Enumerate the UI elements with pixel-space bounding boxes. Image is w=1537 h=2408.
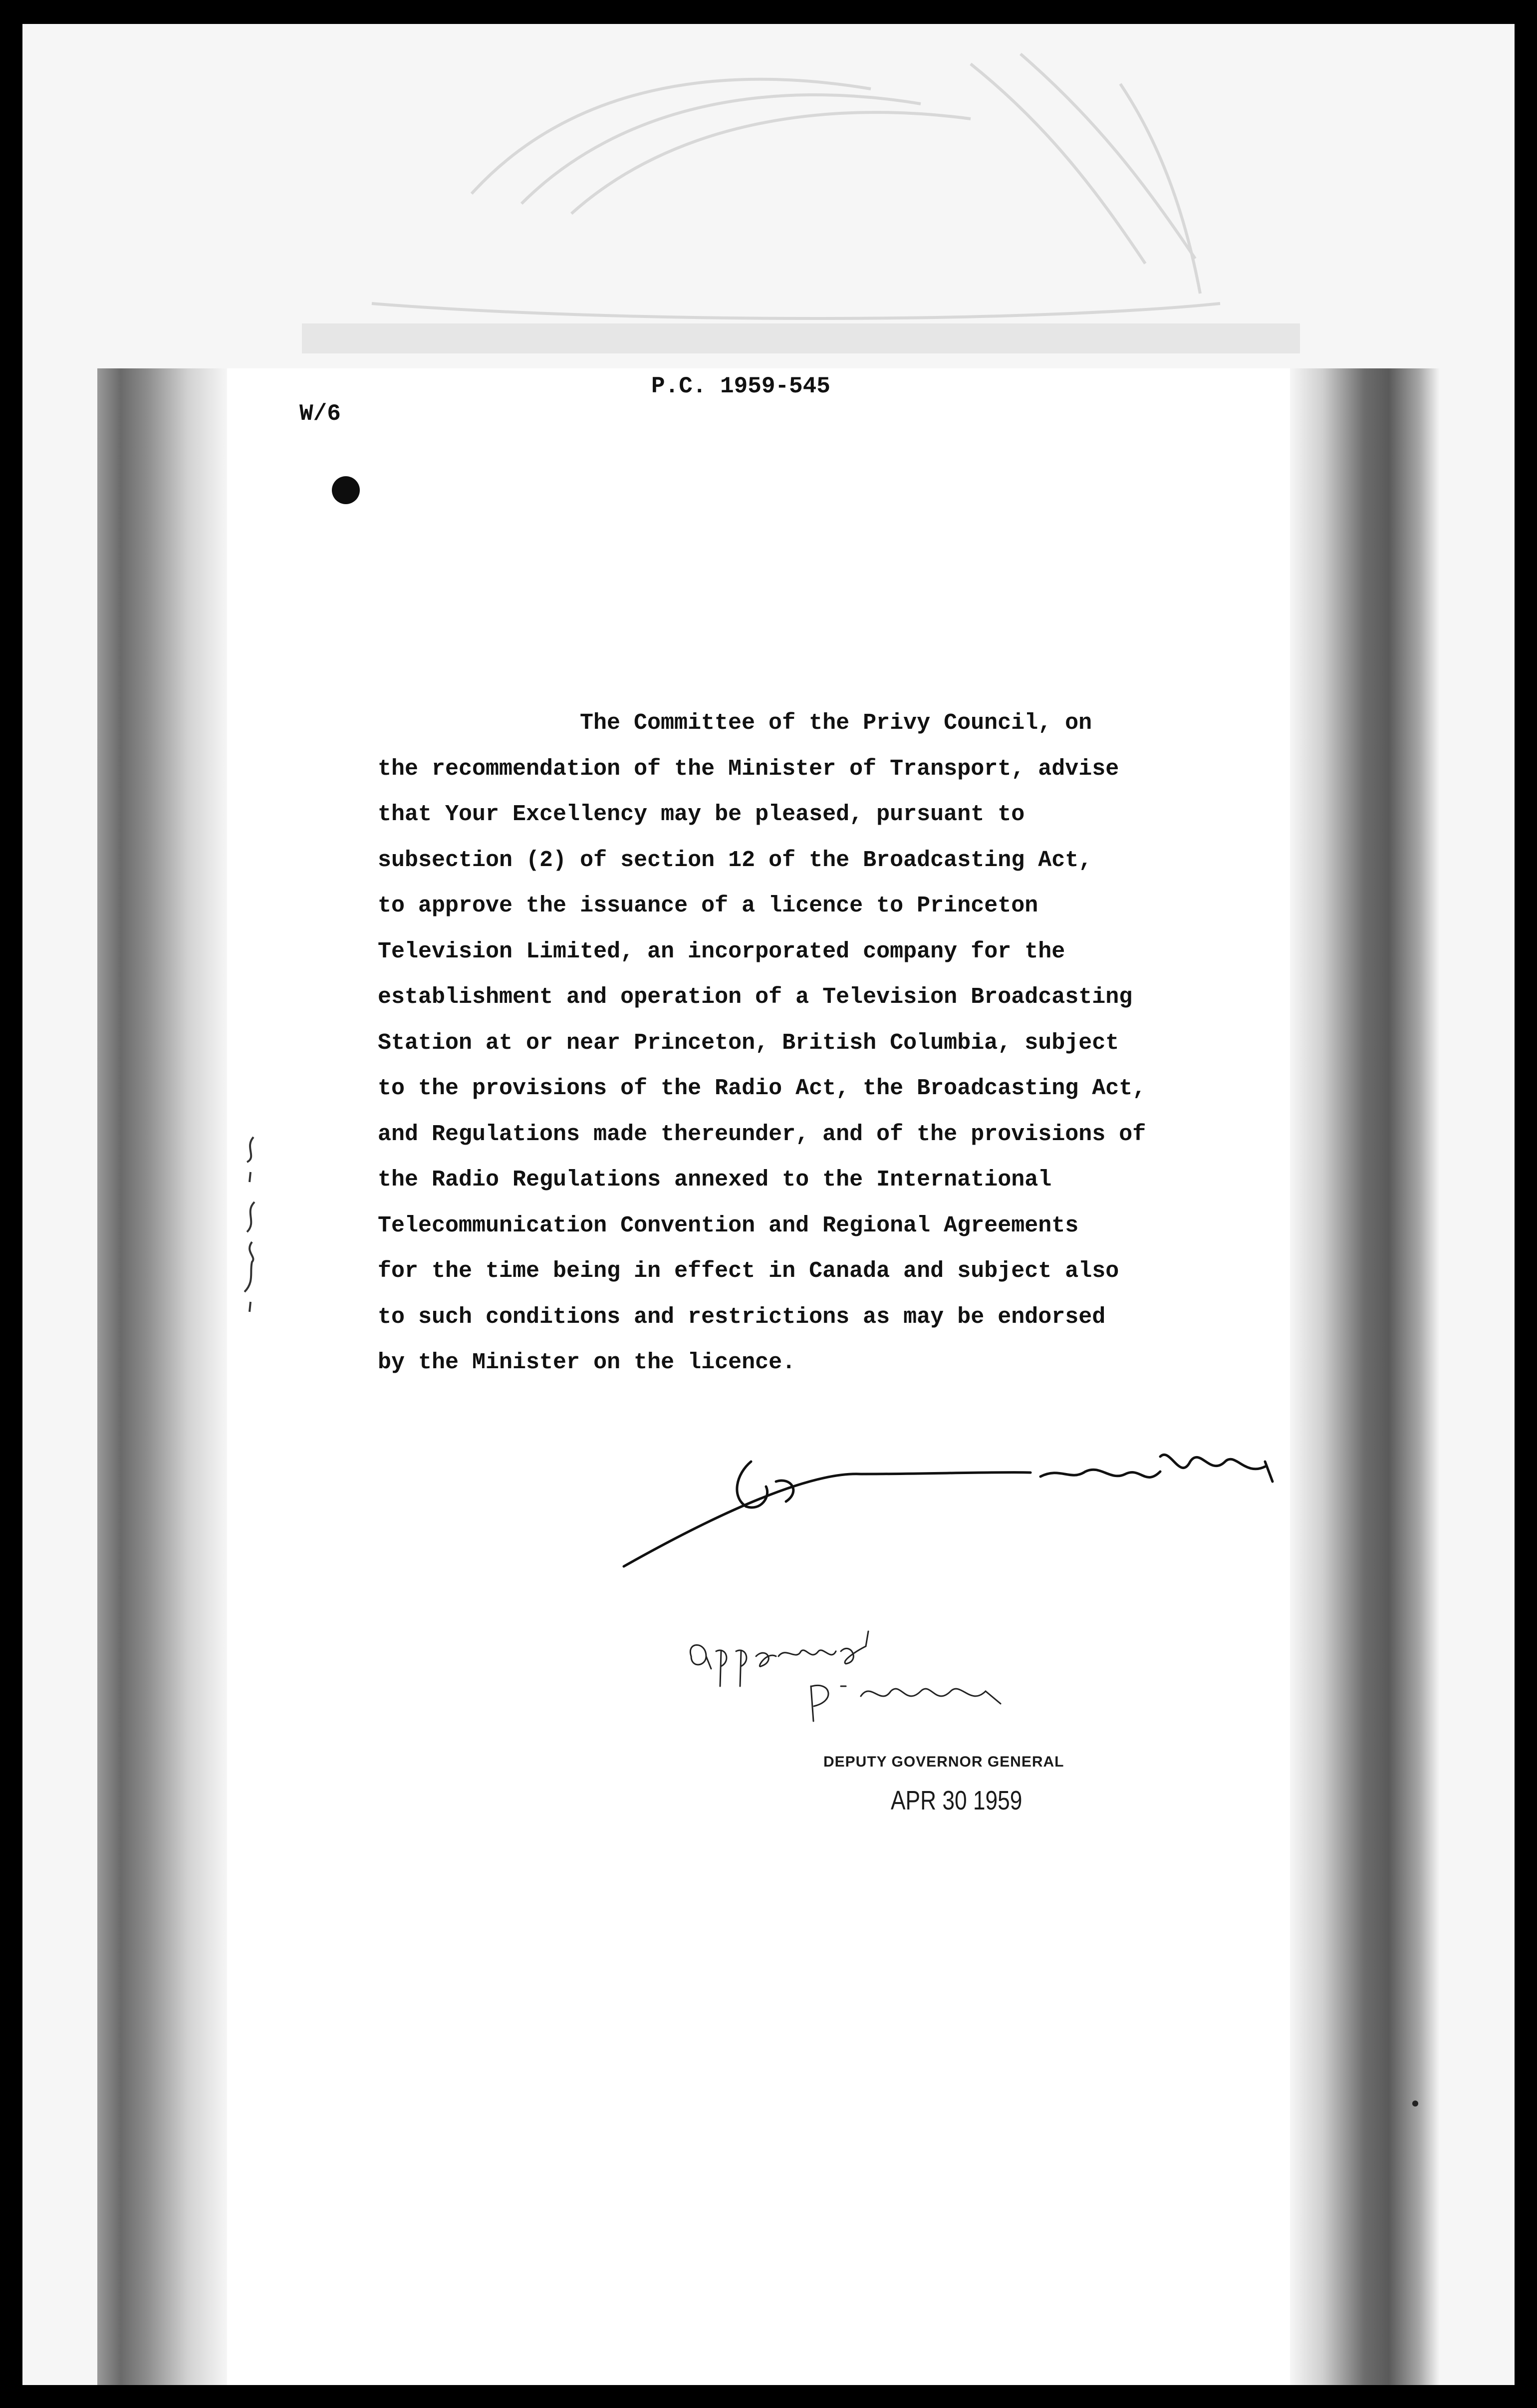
body-line: the recommendation of the Minister of Transport, advise [378, 756, 1119, 782]
stamp-label: DEPUTY GOVERNOR GENERAL [823, 1754, 1064, 1770]
scan-background-marks [22, 24, 1515, 403]
signature [621, 1427, 1320, 1576]
left-scan-shadow [97, 368, 227, 2385]
body-line: subsection (2) of section 12 of the Broadcasting Act, [378, 847, 1092, 873]
approval-handwriting [681, 1621, 1080, 1731]
body-line: that Your Excellency may be pleased, pursuant to [378, 802, 1025, 827]
body-line: Television Limited, an incorporated company for the [378, 938, 1065, 964]
body-line: and Regulations made thereunder, and of the provisions of [378, 1121, 1146, 1147]
body-line: to the provisions of the Radio Act, the Broadcasting Act, [378, 1076, 1146, 1101]
body-line: by the Minister on the licence. [378, 1350, 796, 1375]
body-line: Station at or near Princeton, British Columbia, subject [378, 1030, 1119, 1056]
order-body [378, 700, 1146, 1386]
body-line: The Committee of the Privy Council, on [580, 710, 1092, 736]
reference-mark: W/6 [299, 401, 341, 427]
body-line: Telecommunication Convention and Regional Agreements [378, 1212, 1079, 1238]
hole-punch [332, 476, 360, 504]
stamp-date: APR 30 1959 [891, 1786, 1023, 1815]
body-line: to such conditions and restrictions as may be endorsed [378, 1304, 1106, 1330]
right-scan-shadow [1290, 368, 1440, 2385]
order-number: P.C. 1959-545 [651, 373, 830, 399]
margin-handwritten-note [230, 1122, 269, 1322]
body-line: establishment and operation of a Television Broadcasting [378, 984, 1133, 1010]
body-line: to approve the issuance of a licence to Princeton [378, 893, 1038, 918]
body-line: the Radio Regulations annexed to the International [378, 1167, 1052, 1193]
body-line: for the time being in effect in Canada and subject also [378, 1258, 1119, 1284]
speck [1412, 2101, 1418, 2107]
scanned-page [22, 24, 1515, 2385]
